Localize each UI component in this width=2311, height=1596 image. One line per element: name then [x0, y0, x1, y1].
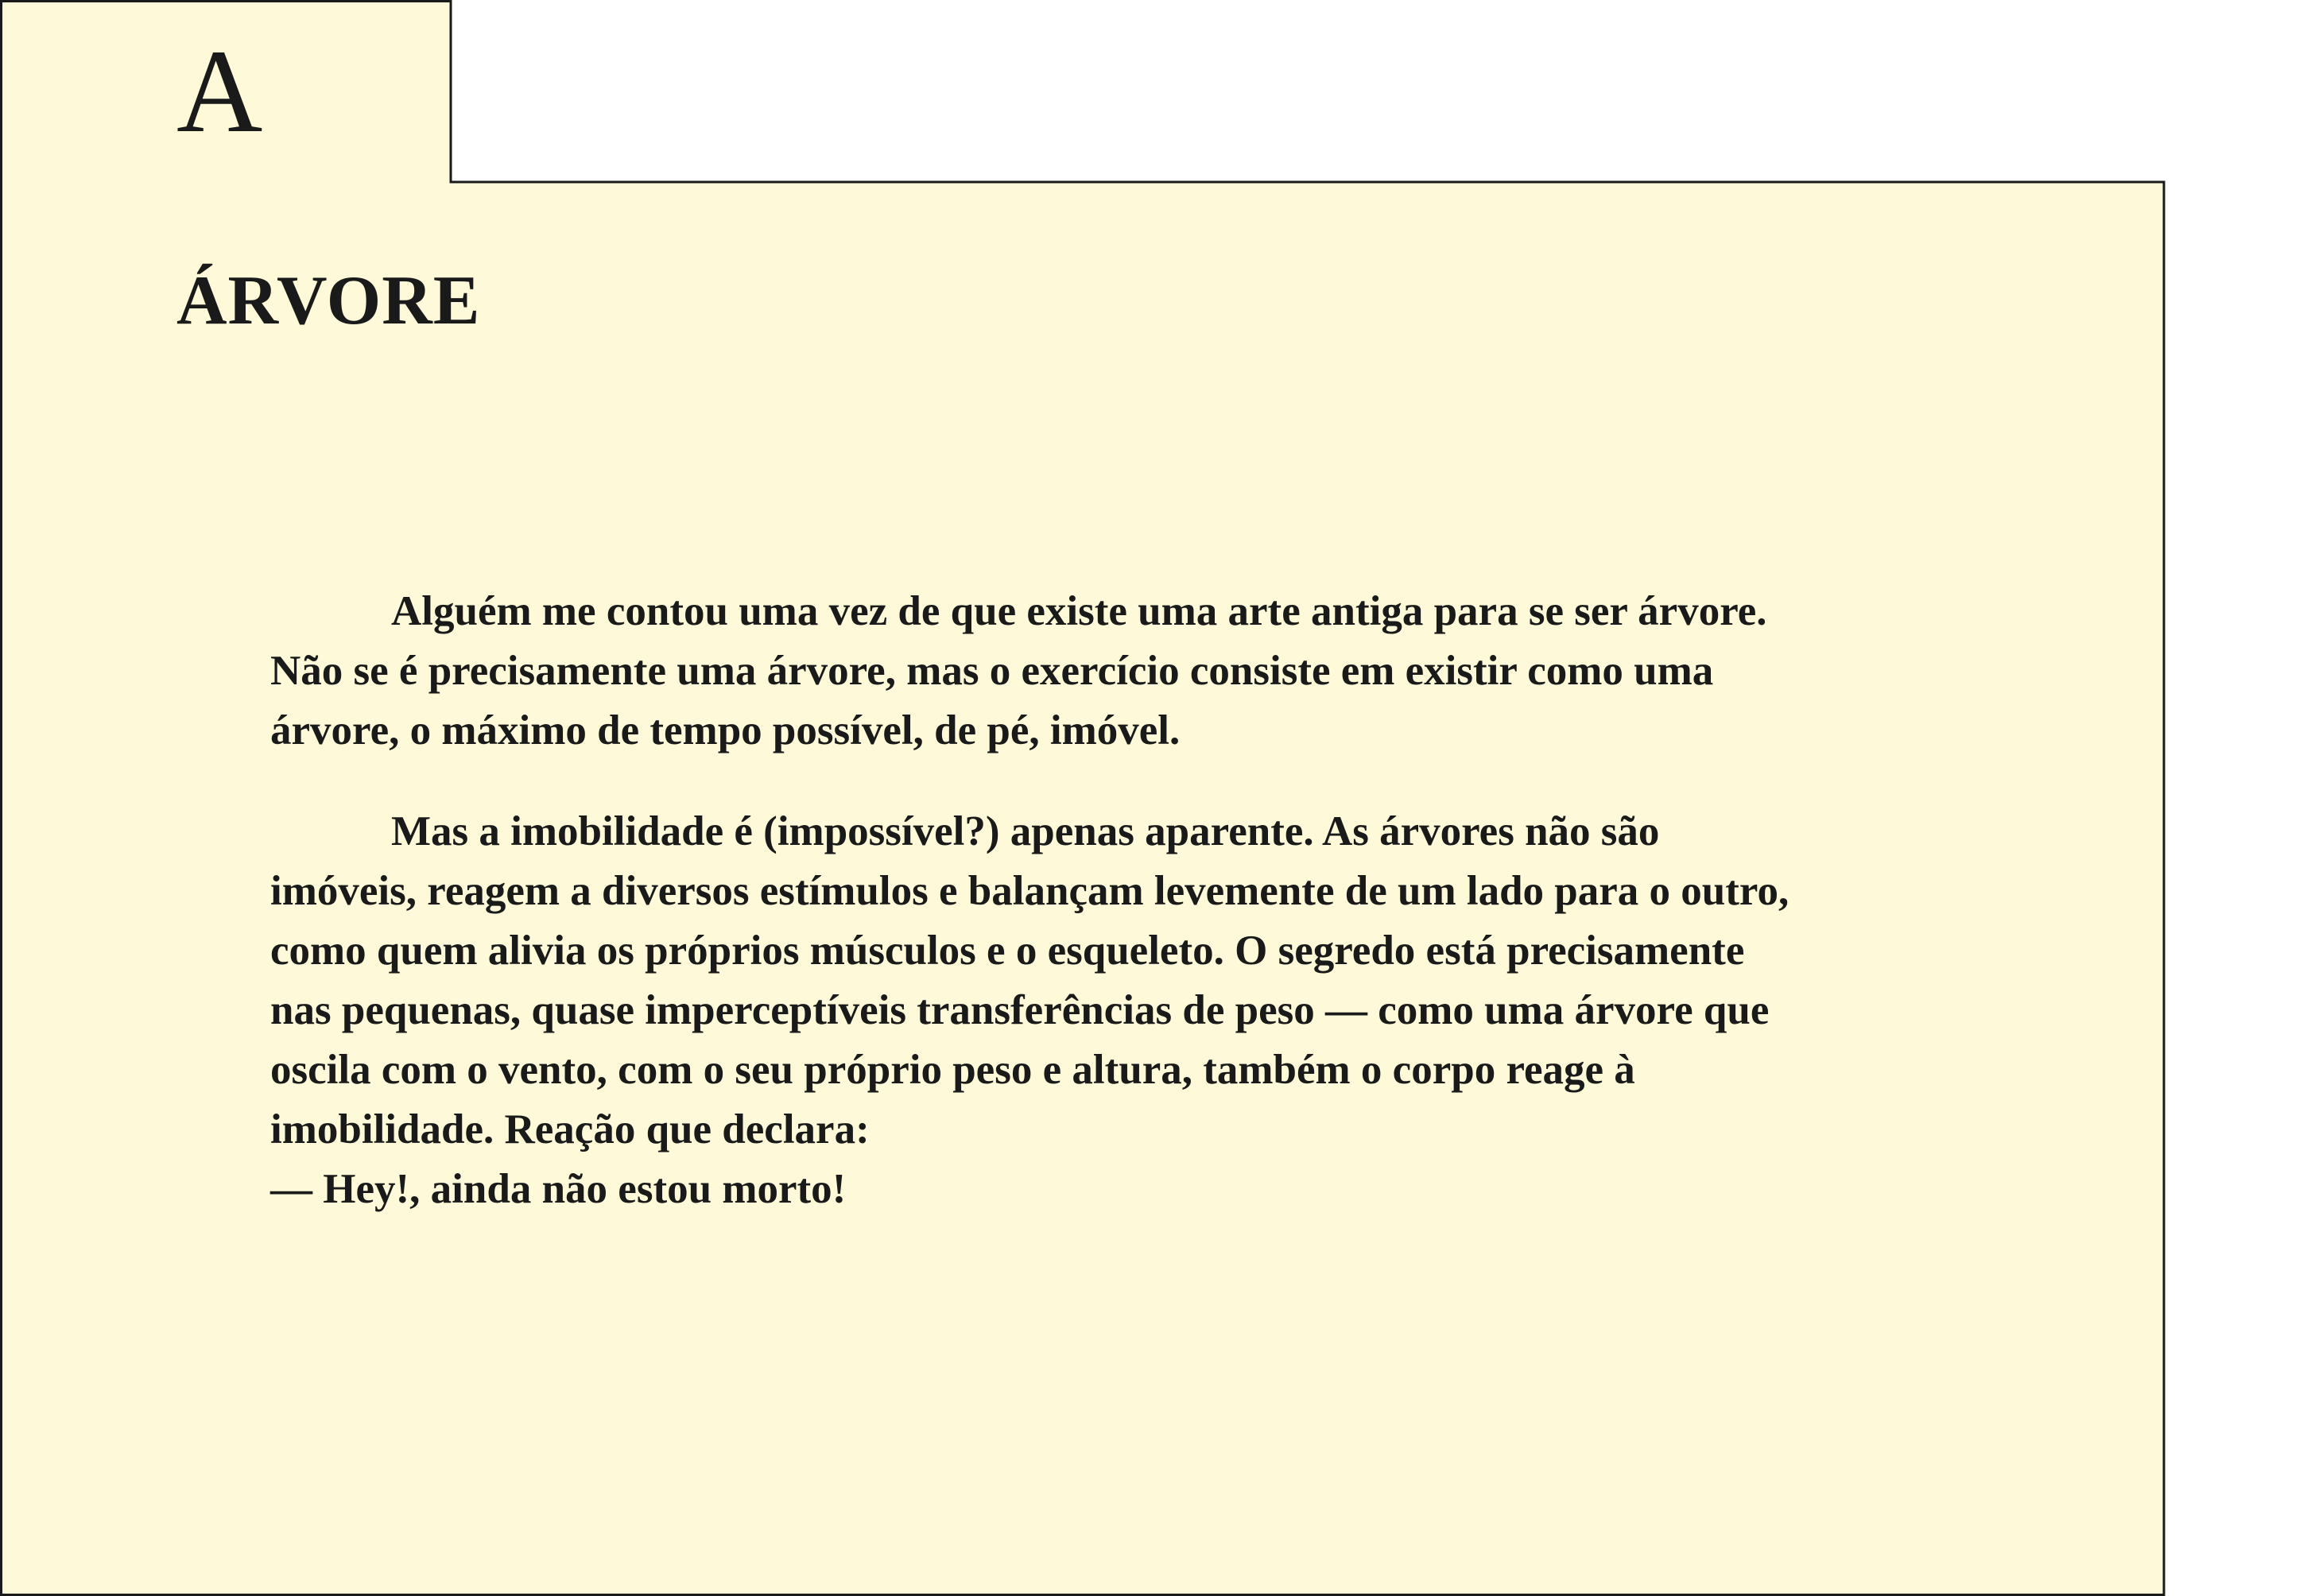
text-line: oscila com o vento, com o seu próprio peso e altura, também o corpo reage à [270, 1047, 1635, 1093]
text-line: como quem alivia os próprios músculos e o esqueleto. O segredo está precisamente [270, 928, 1745, 974]
entry-title: ÁRVORE [176, 262, 481, 339]
text-line: nas pequenas, quase imperceptíveis transferências de peso — como uma árvore que [270, 987, 1770, 1033]
text-line: — Hey!, ainda não estou morto! [270, 1166, 847, 1212]
paragraph-1 [270, 582, 1987, 761]
index-letter: A [176, 25, 263, 157]
text-line: Não se é precisamente uma árvore, mas o exercício consiste em existir como uma [270, 648, 1714, 694]
text-line: imóveis, reagem a diversos estímulos e balançam levemente de um lado para o outro, [270, 868, 1789, 914]
text-line: Mas a imobilidade é (impossível?) apenas aparente. As árvores não são [391, 808, 1660, 854]
paragraph-2 [270, 802, 1987, 1219]
entry-body [270, 582, 1987, 1219]
text-line: Alguém me contou uma vez de que existe uma arte antiga para se ser árvore. [391, 588, 1767, 634]
text-line: imobilidade. Reação que declara: [270, 1106, 870, 1152]
text-line: árvore, o máximo de tempo possível, de pé, imóvel. [270, 707, 1181, 753]
